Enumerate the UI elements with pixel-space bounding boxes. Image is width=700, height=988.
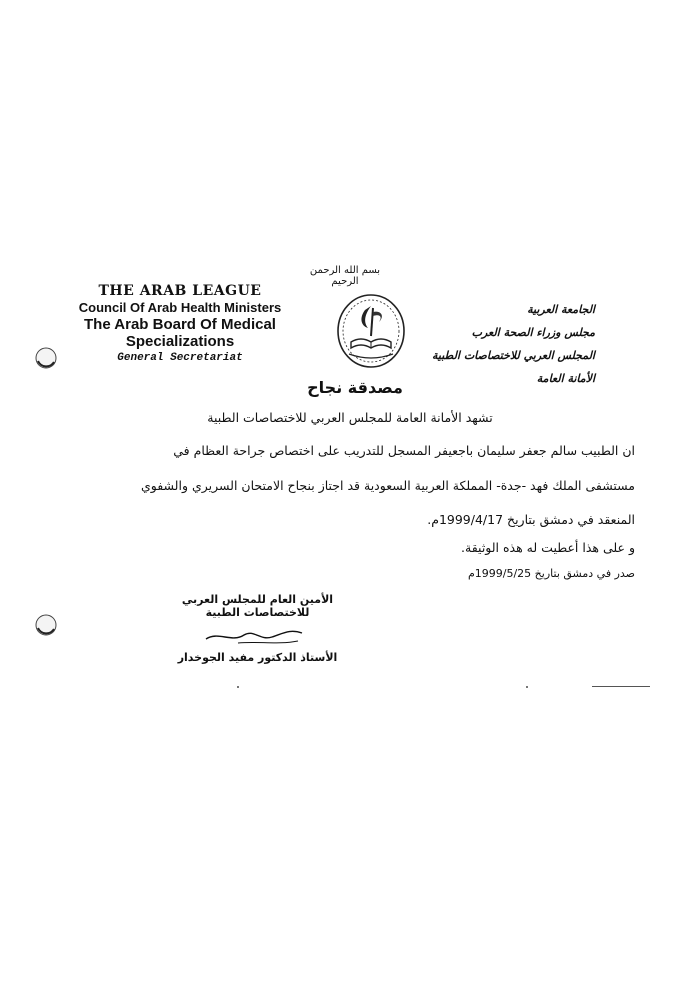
- en-league-name: THE ARAB LEAGUE: [98, 283, 262, 299]
- en-secretariat: General Secretariat: [117, 352, 243, 364]
- certificate-line-5: و على هذا أعطيت له هذه الوثيقة.: [461, 540, 635, 555]
- ar-secretariat: الأمانة العامة: [536, 372, 595, 385]
- issue-date-line: صدر في دمشق بتاريخ 1999/5/25م: [467, 567, 635, 580]
- arabic-letterhead: [420, 298, 595, 390]
- arab-board-emblem-icon: [335, 292, 407, 370]
- certificate-line-2: ان الطبيب سالم جعفر سليمان باجعيفر المسجل للتدريب على اختصاص جراحة العظام في: [173, 443, 635, 458]
- ar-league-name: الجامعة العربية: [527, 303, 595, 316]
- ar-council-name: مجلس وزراء الصحة العرب: [471, 326, 595, 339]
- signature-block: [150, 593, 365, 664]
- basmala: بسم الله الرحمن الرحيم: [309, 265, 381, 287]
- ar-board-name: المجلس العربي للاختصاصات الطبية: [432, 349, 595, 362]
- certificate-line-1: تشهد الأمانة العامة للمجلس العربي للاختصاصات الطبية: [207, 410, 493, 425]
- signatory-name: الأستاذ الدكتور مفيد الجوخدار: [177, 651, 338, 664]
- punch-hole-icon: [33, 612, 59, 638]
- footer-rule: [592, 686, 650, 687]
- signatory-title: الأمين العام للمجلس العربي للاختصاصات الطبية: [181, 593, 334, 619]
- certificate-line-4: المنعقد في دمشق بتاريخ 1999/4/17م.: [427, 512, 635, 527]
- punch-hole-icon: [33, 345, 59, 371]
- certificate-line-3: مستشفى الملك فهد -جدة- المملكة العربية السعودية قد اجتاز بنجاح الامتحان السريري والشفوي: [140, 478, 635, 493]
- scan-speck: [526, 686, 528, 688]
- english-letterhead: [60, 283, 300, 364]
- scan-speck: [237, 686, 239, 688]
- en-council-name: Council Of Arab Health Ministers: [78, 300, 282, 315]
- en-board-name: The Arab Board Of Medical Specializations: [84, 316, 276, 350]
- document-title: مصدقة نجاح: [307, 378, 403, 397]
- handwritten-signature-icon: [198, 621, 318, 649]
